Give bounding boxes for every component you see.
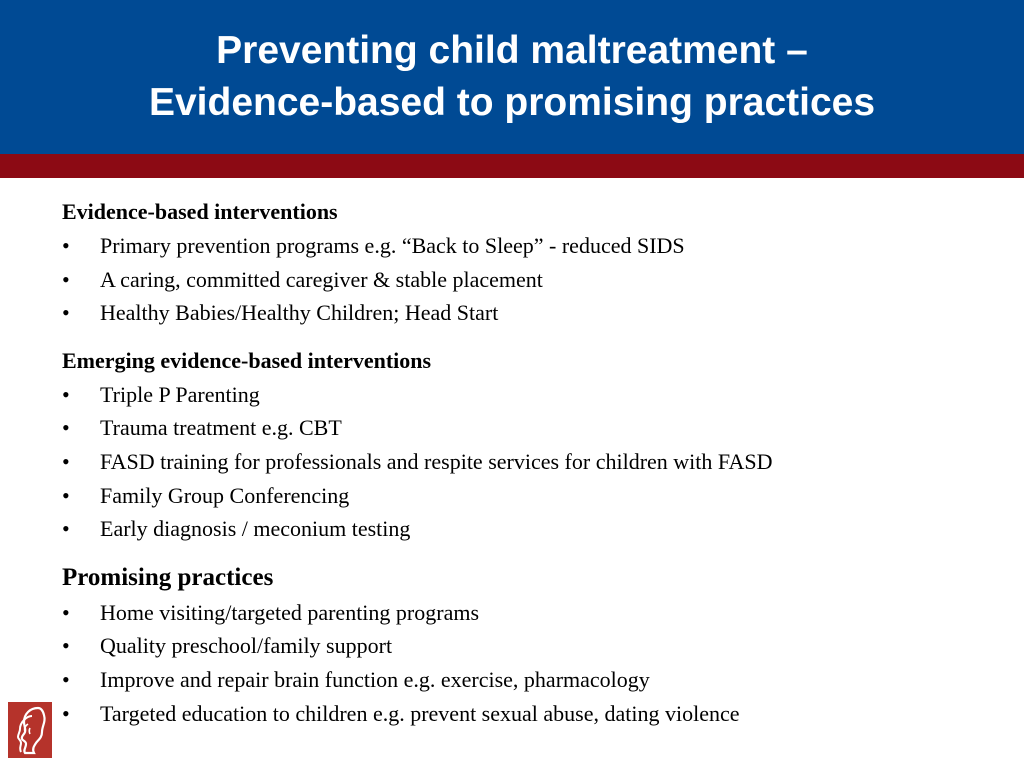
- list-item: [62, 229, 1002, 263]
- list-item: [62, 663, 1002, 697]
- list-item-text: Quality preschool/family support: [100, 633, 393, 659]
- section-emerging-evidence: [62, 344, 1002, 546]
- list-item: [62, 296, 1002, 330]
- section-promising-practices: [62, 560, 1002, 730]
- slide-content: [62, 195, 1002, 744]
- list-item: [62, 629, 1002, 663]
- bullet-list: [62, 229, 1002, 330]
- logo-graphic: [8, 702, 52, 758]
- faces-profile-logo-icon: [8, 702, 52, 758]
- list-item-text: Trauma treatment e.g. CBT: [100, 415, 342, 441]
- slide-title-line-1: Preventing child maltreatment –: [216, 29, 808, 72]
- bullet-list: [62, 378, 1002, 546]
- list-item: [62, 411, 1002, 445]
- section-evidence-based: [62, 195, 1002, 330]
- section-heading: Evidence-based interventions: [62, 199, 338, 224]
- list-item-text: Healthy Babies/Healthy Children; Head Start: [100, 300, 499, 326]
- list-item: [62, 697, 1002, 731]
- list-item-text: Triple P Parenting: [100, 381, 260, 407]
- bullet-icon: •: [62, 233, 70, 258]
- bullet-icon: •: [62, 516, 70, 542]
- list-item: [62, 378, 1002, 412]
- bullet-icon: •: [62, 300, 70, 326]
- list-item: [62, 512, 1002, 546]
- section-heading: Promising practices: [62, 563, 274, 591]
- bullet-icon: •: [62, 700, 70, 726]
- list-item-text: Targeted education to children e.g. prevent sexual abuse, dating violence: [100, 700, 740, 726]
- bullet-icon: •: [62, 381, 70, 407]
- section-heading: Emerging evidence-based interventions: [62, 347, 432, 373]
- list-item: [62, 596, 1002, 630]
- list-item-text: FASD training for professionals and respite services for children with FASD: [100, 448, 773, 474]
- bullet-icon: •: [62, 633, 70, 659]
- bullet-icon: •: [62, 448, 70, 474]
- list-item-text: Primary prevention programs e.g. “Back to Sleep” - reduced SIDS: [100, 233, 685, 258]
- list-item-text: Improve and repair brain function e.g. exercise, pharmacology: [100, 666, 650, 692]
- slide-title-line-2: Evidence-based to promising practices: [148, 81, 876, 124]
- list-item-text: A caring, committed caregiver & stable placement: [100, 266, 543, 292]
- list-item-text: Home visiting/targeted parenting programs: [100, 599, 480, 625]
- accent-bar: [0, 154, 1024, 178]
- list-item: [62, 479, 1002, 513]
- list-item-text: Early diagnosis / meconium testing: [100, 516, 411, 542]
- bullet-icon: •: [62, 599, 70, 625]
- bullet-list: [62, 596, 1002, 730]
- bullet-icon: •: [62, 666, 70, 692]
- title-bar: [0, 0, 1024, 154]
- bullet-icon: •: [62, 482, 70, 508]
- slide-title: [149, 25, 875, 129]
- bullet-icon: •: [62, 415, 70, 441]
- list-item: [62, 263, 1002, 297]
- list-item: [62, 445, 1002, 479]
- list-item-text: Family Group Conferencing: [100, 482, 350, 508]
- bullet-icon: •: [62, 266, 70, 292]
